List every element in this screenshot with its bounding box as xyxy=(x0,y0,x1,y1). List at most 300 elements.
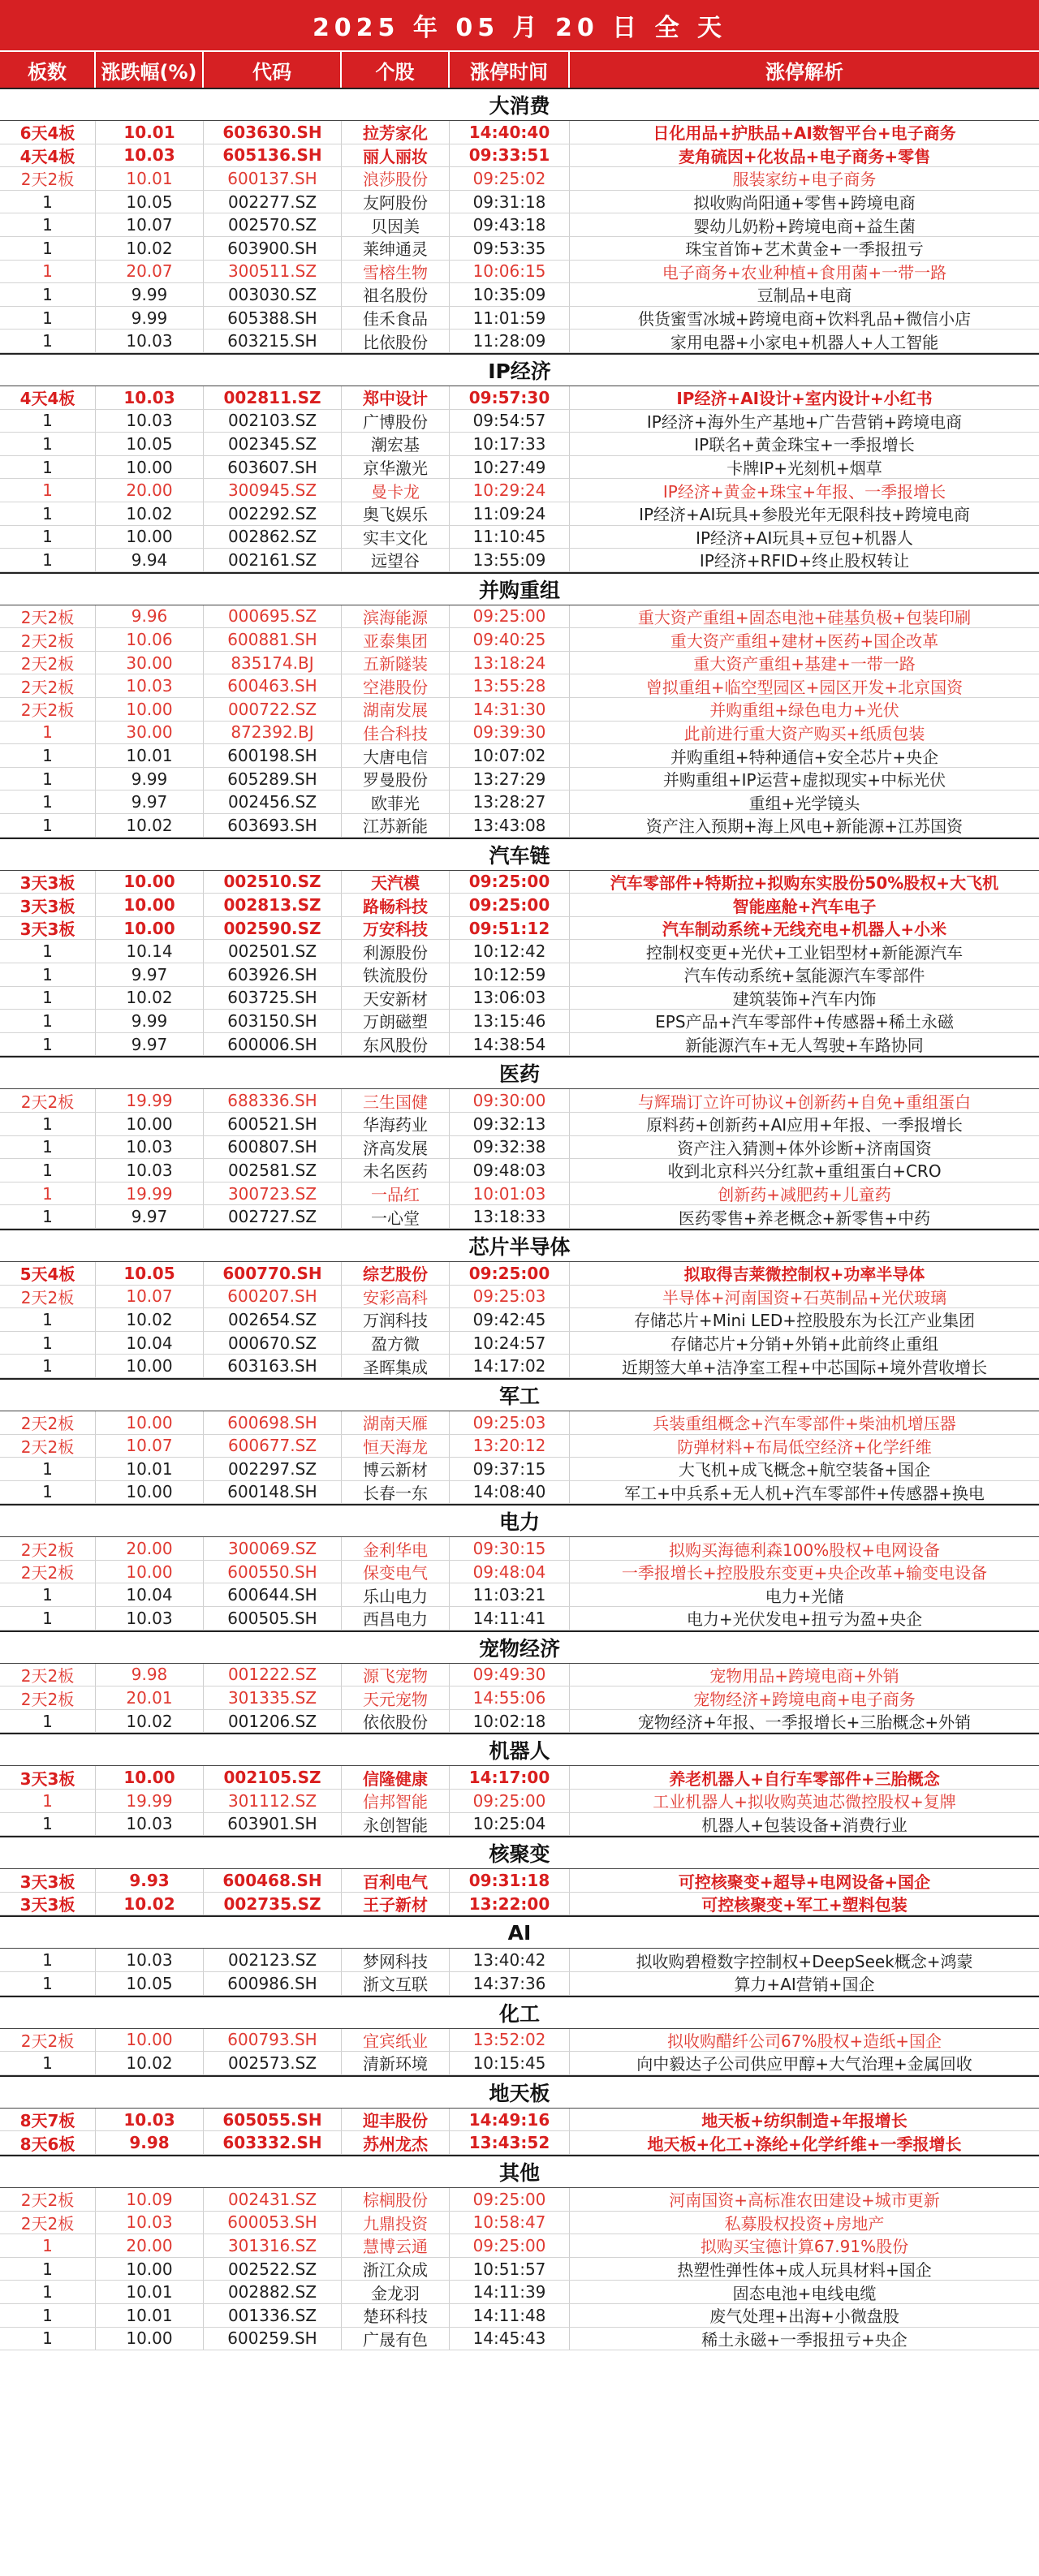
analysis-cell: 曾拟重组+临空型园区+园区开发+北京国资 xyxy=(645,677,964,697)
stock-name-cell: 五新隧装 xyxy=(342,652,450,674)
stock-name-cell: 丽人丽妆 xyxy=(342,144,450,167)
code-cell: 600468.SH xyxy=(204,1869,342,1892)
change-pct-cell: 20.00 xyxy=(96,1537,204,1560)
code-cell: 002570.SZ xyxy=(204,213,342,236)
stock-name-cell: 路畅科技 xyxy=(342,894,450,916)
code-cell: 600207.SH xyxy=(204,1286,342,1308)
table-row xyxy=(0,871,1039,894)
code-cell: 002811.SZ xyxy=(204,386,342,409)
stock-name-cell: 万润科技 xyxy=(342,1308,450,1331)
code-cell: 301335.SZ xyxy=(204,1686,342,1709)
section-header: 其他 xyxy=(0,2155,1039,2188)
limit-time-cell: 09:49:30 xyxy=(450,1664,570,1686)
analysis-cell: 麦角硫因+化妆品+电子商务+零售 xyxy=(678,146,931,166)
board-cell: 1 xyxy=(0,433,96,455)
analysis-cell: IP经济+AI玩具+豆包+机器人 xyxy=(696,528,913,548)
change-pct-cell: 10.05 xyxy=(96,1262,204,1285)
change-pct-cell: 10.03 xyxy=(96,1607,204,1630)
section-header: 医药 xyxy=(0,1056,1039,1089)
table-row xyxy=(0,1308,1039,1332)
change-pct-cell: 9.93 xyxy=(96,1869,204,1892)
board-cell: 3天3板 xyxy=(0,1766,96,1789)
analysis-cell: 私募股权投资+房地产 xyxy=(724,2213,885,2234)
analysis-cell: 珠宝首饰+艺术黄金+一季报扭亏 xyxy=(685,239,924,260)
board-cell: 1 xyxy=(0,1458,96,1480)
code-cell: 002590.SZ xyxy=(204,917,342,940)
limit-time-cell: 14:40:40 xyxy=(450,121,570,144)
change-pct-cell: 19.99 xyxy=(96,1790,204,1812)
table-row xyxy=(0,2029,1039,2053)
table-row xyxy=(0,1686,1039,1710)
board-cell: 2天2板 xyxy=(0,698,96,721)
code-cell: 605388.SH xyxy=(204,307,342,330)
board-cell: 1 xyxy=(0,283,96,306)
table-row xyxy=(0,744,1039,768)
change-pct-cell: 9.97 xyxy=(96,963,204,986)
change-pct-cell: 10.14 xyxy=(96,940,204,963)
stock-name-cell: 百利电气 xyxy=(342,1869,450,1892)
change-pct-cell: 10.02 xyxy=(96,1308,204,1331)
change-pct-cell: 20.00 xyxy=(96,2234,204,2257)
table-row xyxy=(0,1355,1039,1378)
change-pct-cell: 10.06 xyxy=(96,628,204,651)
table-row xyxy=(0,167,1039,191)
code-cell: 603926.SH xyxy=(204,963,342,986)
section-header: 并购重组 xyxy=(0,572,1039,605)
change-pct-cell: 9.94 xyxy=(96,549,204,571)
limit-time-cell: 13:27:29 xyxy=(450,768,570,790)
stock-name-cell: 源飞宠物 xyxy=(342,1664,450,1686)
limit-time-cell: 14:08:40 xyxy=(450,1481,570,1504)
change-pct-cell: 10.05 xyxy=(96,433,204,455)
section-header: 宠物经济 xyxy=(0,1630,1039,1664)
change-pct-cell: 10.00 xyxy=(96,1481,204,1504)
change-pct-cell: 9.99 xyxy=(96,307,204,330)
code-cell: 600807.SH xyxy=(204,1136,342,1159)
stock-name-cell: 郑中设计 xyxy=(342,386,450,409)
stock-name-cell: 未名医药 xyxy=(342,1159,450,1182)
table-row xyxy=(0,1033,1039,1057)
code-cell: 002105.SZ xyxy=(204,1766,342,1789)
change-pct-cell: 10.02 xyxy=(96,814,204,837)
analysis-cell: 服装家纺+电子商务 xyxy=(732,170,877,190)
table-row xyxy=(0,605,1039,629)
stock-name-cell: 大唐电信 xyxy=(342,744,450,767)
code-cell: 835174.BJ xyxy=(204,652,342,674)
change-pct-cell: 10.00 xyxy=(96,1561,204,1583)
table-row xyxy=(0,410,1039,433)
limit-time-cell: 14:17:02 xyxy=(450,1355,570,1377)
board-cell: 2天2板 xyxy=(0,1664,96,1686)
change-pct-cell: 10.04 xyxy=(96,1583,204,1606)
limit-time-cell: 09:30:15 xyxy=(450,1537,570,1560)
board-cell: 1 xyxy=(0,940,96,963)
change-pct-cell: 10.03 xyxy=(96,1136,204,1159)
table-row xyxy=(0,1664,1039,1687)
board-cell: 1 xyxy=(0,330,96,352)
analysis-cell: 可控核聚变+超导+电网设备+国企 xyxy=(678,1872,931,1892)
limit-time-cell: 10:12:59 xyxy=(450,963,570,986)
stock-name-cell: 滨海能源 xyxy=(342,605,450,628)
section-header: AI xyxy=(0,1915,1039,1949)
analysis-cell: 大飞机+成飞概念+航空装备+国企 xyxy=(678,1460,931,1480)
change-pct-cell: 30.00 xyxy=(96,652,204,674)
stock-name-cell: 东风股份 xyxy=(342,1033,450,1056)
table-row xyxy=(0,2131,1039,2155)
stock-name-cell: 长春一东 xyxy=(342,1481,450,1504)
limit-time-cell: 13:06:03 xyxy=(450,987,570,1010)
code-cell: 600644.SH xyxy=(204,1583,342,1606)
code-cell: 002103.SZ xyxy=(204,410,342,433)
code-cell: 600677.SZ xyxy=(204,1435,342,1458)
table-row xyxy=(0,768,1039,791)
header-board-count: 板数 xyxy=(0,52,96,88)
table-row xyxy=(0,121,1039,144)
board-cell: 1 xyxy=(0,261,96,283)
code-cell: 600698.SH xyxy=(204,1411,342,1434)
change-pct-cell: 10.00 xyxy=(96,894,204,916)
code-cell: 600881.SH xyxy=(204,628,342,651)
analysis-cell: 此前进行重大资产购买+纸质包装 xyxy=(683,723,925,743)
analysis-cell: 军工+中兵系+无人机+汽车零部件+传感器+换电 xyxy=(624,1483,985,1503)
table-row xyxy=(0,2304,1039,2328)
limit-time-cell: 09:57:30 xyxy=(450,386,570,409)
code-cell: 600137.SH xyxy=(204,167,342,190)
stock-name-cell: 信隆健康 xyxy=(342,1766,450,1789)
board-cell: 1 xyxy=(0,1113,96,1135)
code-cell: 600053.SH xyxy=(204,2212,342,2234)
analysis-cell: 供货蜜雪冰城+跨境电商+饮料乳品+微信小店 xyxy=(637,309,972,330)
stock-name-cell: 浙江众成 xyxy=(342,2258,450,2281)
code-cell: 002735.SZ xyxy=(204,1893,342,1915)
analysis-cell: 宠物经济+跨境电商+电子商务 xyxy=(693,1689,916,1709)
stock-name-cell: 综艺股份 xyxy=(342,1262,450,1285)
change-pct-cell: 10.03 xyxy=(96,2109,204,2131)
limit-time-cell: 13:22:00 xyxy=(450,1893,570,1915)
code-cell: 002862.SZ xyxy=(204,526,342,549)
limit-time-cell: 09:32:38 xyxy=(450,1136,570,1159)
code-cell: 603150.SH xyxy=(204,1010,342,1032)
table-row xyxy=(0,2328,1039,2351)
board-cell: 1 xyxy=(0,1332,96,1355)
change-pct-cell: 10.03 xyxy=(96,1949,204,1971)
table-row xyxy=(0,2281,1039,2304)
analysis-cell: 向中毅达子公司供应甲醇+大气治理+金属回收 xyxy=(636,2054,972,2074)
table-row xyxy=(0,1766,1039,1790)
code-cell: 603332.SH xyxy=(204,2131,342,2154)
board-cell: 1 xyxy=(0,2328,96,2350)
table-row xyxy=(0,1262,1039,1286)
table-row xyxy=(0,283,1039,307)
section-header: 机器人 xyxy=(0,1733,1039,1766)
limit-time-cell: 10:25:04 xyxy=(450,1813,570,1836)
stock-name-cell: 佳禾食品 xyxy=(342,307,450,330)
change-pct-cell: 10.05 xyxy=(96,191,204,213)
analysis-cell: 卡牌IP+光刻机+烟草 xyxy=(726,459,882,479)
change-pct-cell: 10.00 xyxy=(96,1766,204,1789)
change-pct-cell: 10.07 xyxy=(96,1286,204,1308)
table-row xyxy=(0,386,1039,410)
column-header-row xyxy=(0,52,1039,88)
analysis-cell: 拟收购尚阳通+零售+跨境电商 xyxy=(693,193,916,213)
stock-name-cell: 金利华电 xyxy=(342,1537,450,1560)
change-pct-cell: 10.00 xyxy=(96,456,204,479)
stock-name-cell: 信邦智能 xyxy=(342,1790,450,1812)
board-cell: 3天3板 xyxy=(0,1893,96,1915)
table-row xyxy=(0,652,1039,675)
analysis-cell: 拟取得吉莱微控制权+功率半导体 xyxy=(683,1264,925,1285)
stock-name-cell: 祖名股份 xyxy=(342,283,450,306)
code-cell: 603607.SH xyxy=(204,456,342,479)
code-cell: 600198.SH xyxy=(204,744,342,767)
limit-time-cell: 09:39:30 xyxy=(450,722,570,744)
code-cell: 002573.SZ xyxy=(204,2052,342,2074)
board-cell: 2天2板 xyxy=(0,1286,96,1308)
change-pct-cell: 10.03 xyxy=(96,386,204,409)
table-row xyxy=(0,1537,1039,1561)
table-row xyxy=(0,144,1039,168)
board-cell: 1 xyxy=(0,768,96,790)
limit-time-cell: 10:01:03 xyxy=(450,1182,570,1205)
table-row xyxy=(0,549,1039,572)
code-cell: 603215.SH xyxy=(204,330,342,352)
board-cell: 1 xyxy=(0,987,96,1010)
analysis-cell: 机器人+包装设备+消费行业 xyxy=(701,1815,908,1835)
analysis-cell: 存储芯片+Mini LED+控股股东为长江产业集团 xyxy=(633,1311,976,1331)
change-pct-cell: 9.99 xyxy=(96,768,204,790)
board-cell: 1 xyxy=(0,2258,96,2281)
code-cell: 000722.SZ xyxy=(204,698,342,721)
change-pct-cell: 10.07 xyxy=(96,1435,204,1458)
code-cell: 002654.SZ xyxy=(204,1308,342,1331)
table-row xyxy=(0,433,1039,456)
stock-name-cell: 莱绅通灵 xyxy=(342,237,450,260)
analysis-cell: IP经济+海外生产基地+广告营销+跨境电商 xyxy=(646,411,963,432)
analysis-cell: IP经济+AI设计+室内设计+小红书 xyxy=(676,389,933,409)
code-cell: 600793.SH xyxy=(204,2029,342,2052)
limit-time-cell: 13:55:28 xyxy=(450,674,570,697)
stock-name-cell: 拉芳家化 xyxy=(342,121,450,144)
board-cell: 1 xyxy=(0,1205,96,1228)
section-header: 核聚变 xyxy=(0,1836,1039,1869)
limit-time-cell: 09:31:18 xyxy=(450,191,570,213)
board-cell: 1 xyxy=(0,2281,96,2303)
analysis-cell: 重大资产重组+建材+医药+国企改革 xyxy=(670,631,939,651)
board-cell: 4天4板 xyxy=(0,144,96,167)
table-row xyxy=(0,1561,1039,1584)
limit-time-cell: 10:29:24 xyxy=(450,479,570,502)
board-cell: 1 xyxy=(0,456,96,479)
code-cell: 600986.SH xyxy=(204,1972,342,1995)
change-pct-cell: 10.00 xyxy=(96,526,204,549)
board-cell: 1 xyxy=(0,307,96,330)
limit-time-cell: 10:51:57 xyxy=(450,2258,570,2281)
analysis-cell: 地天板+化工+涤纶+化学纤维+一季报增长 xyxy=(647,2134,962,2154)
analysis-cell: 地天板+纺织制造+年报增长 xyxy=(701,2111,908,2131)
table-row xyxy=(0,963,1039,987)
board-cell: 1 xyxy=(0,1949,96,1971)
table-row xyxy=(0,698,1039,722)
board-cell: 1 xyxy=(0,1033,96,1056)
stock-name-cell: 友阿股份 xyxy=(342,191,450,213)
code-cell: 301112.SZ xyxy=(204,1790,342,1812)
limit-time-cell: 09:53:35 xyxy=(450,237,570,260)
code-cell: 002882.SZ xyxy=(204,2281,342,2303)
code-cell: 600550.SH xyxy=(204,1561,342,1583)
table-row xyxy=(0,2052,1039,2075)
limit-time-cell: 09:40:25 xyxy=(450,628,570,651)
limit-time-cell: 09:25:00 xyxy=(450,1790,570,1812)
change-pct-cell: 20.01 xyxy=(96,1686,204,1709)
analysis-cell: 宠物用品+跨境电商+外销 xyxy=(709,1665,899,1686)
board-cell: 1 xyxy=(0,479,96,502)
change-pct-cell: 10.00 xyxy=(96,871,204,894)
table-row xyxy=(0,526,1039,549)
board-cell: 1 xyxy=(0,2234,96,2257)
board-cell: 2天2板 xyxy=(0,167,96,190)
limit-time-cell: 09:43:18 xyxy=(450,213,570,236)
limit-time-cell: 13:18:33 xyxy=(450,1205,570,1228)
stock-name-cell: 西昌电力 xyxy=(342,1607,450,1630)
limit-time-cell: 10:02:18 xyxy=(450,1710,570,1733)
analysis-cell: IP经济+黄金+珠宝+年报、一季报增长 xyxy=(662,481,946,502)
table-row xyxy=(0,1949,1039,1972)
table-row xyxy=(0,456,1039,480)
limit-time-cell: 09:25:00 xyxy=(450,605,570,628)
header-stock-name: 个股 xyxy=(342,52,450,88)
board-cell: 1 xyxy=(0,790,96,813)
table-row xyxy=(0,1458,1039,1481)
limit-time-cell: 11:28:09 xyxy=(450,330,570,352)
code-cell: 603693.SH xyxy=(204,814,342,837)
table-row xyxy=(0,1113,1039,1136)
code-cell: 002522.SZ xyxy=(204,2258,342,2281)
change-pct-cell: 9.97 xyxy=(96,1033,204,1056)
analysis-cell: 固态电池+电线电缆 xyxy=(732,2283,877,2303)
change-pct-cell: 10.00 xyxy=(96,1411,204,1434)
analysis-cell: 拟购买海德利森100%股权+电网设备 xyxy=(669,1540,940,1560)
change-pct-cell: 10.01 xyxy=(96,744,204,767)
analysis-cell: 电力+光储 xyxy=(765,1586,844,1606)
sheet-title: 2025 年 05 月 20 日 全 天 xyxy=(0,0,1039,52)
code-cell: 002161.SZ xyxy=(204,549,342,571)
table-row xyxy=(0,1089,1039,1113)
limit-time-cell: 09:48:03 xyxy=(450,1159,570,1182)
analysis-cell: 一季报增长+控股股东变更+央企改革+输变电设备 xyxy=(621,1563,988,1583)
code-cell: 002277.SZ xyxy=(204,191,342,213)
stock-name-cell: 依依股份 xyxy=(342,1710,450,1733)
code-cell: 600006.SH xyxy=(204,1033,342,1056)
stock-name-cell: 湖南天雁 xyxy=(342,1411,450,1434)
change-pct-cell: 10.03 xyxy=(96,144,204,167)
code-cell: 002297.SZ xyxy=(204,1458,342,1480)
limit-time-cell: 13:43:08 xyxy=(450,814,570,837)
code-cell: 300945.SZ xyxy=(204,479,342,502)
stock-name-cell: 盈方微 xyxy=(342,1332,450,1355)
code-cell: 002813.SZ xyxy=(204,894,342,916)
stock-name-cell: 乐山电力 xyxy=(342,1583,450,1606)
board-cell: 1 xyxy=(0,237,96,260)
analysis-cell: 近期签大单+洁净室工程+中芯国际+境外营收增长 xyxy=(621,1357,988,1377)
limit-time-cell: 09:25:00 xyxy=(450,1262,570,1285)
stock-name-cell: 一品红 xyxy=(342,1182,450,1205)
change-pct-cell: 10.00 xyxy=(96,1113,204,1135)
table-row xyxy=(0,1332,1039,1355)
board-cell: 1 xyxy=(0,1972,96,1995)
table-row xyxy=(0,191,1039,214)
board-cell: 2天2板 xyxy=(0,652,96,674)
board-cell: 8天7板 xyxy=(0,2109,96,2131)
table-row xyxy=(0,479,1039,502)
board-cell: 1 xyxy=(0,1308,96,1331)
change-pct-cell: 20.07 xyxy=(96,261,204,283)
table-row xyxy=(0,1710,1039,1734)
change-pct-cell: 9.99 xyxy=(96,283,204,306)
table-body xyxy=(0,88,1039,2350)
change-pct-cell: 10.00 xyxy=(96,917,204,940)
table-row xyxy=(0,1790,1039,1813)
limit-time-cell: 10:07:02 xyxy=(450,744,570,767)
table-row xyxy=(0,1159,1039,1182)
stock-name-cell: 万安科技 xyxy=(342,917,450,940)
code-cell: 600521.SH xyxy=(204,1113,342,1135)
stock-name-cell: 九鼎投资 xyxy=(342,2212,450,2234)
board-cell: 1 xyxy=(0,1010,96,1032)
stock-name-cell: 京华激光 xyxy=(342,456,450,479)
code-cell: 600259.SH xyxy=(204,2328,342,2350)
stock-name-cell: 楚环科技 xyxy=(342,2304,450,2327)
change-pct-cell: 10.01 xyxy=(96,121,204,144)
stock-name-cell: 博云新材 xyxy=(342,1458,450,1480)
code-cell: 002292.SZ xyxy=(204,502,342,525)
limit-time-cell: 09:51:12 xyxy=(450,917,570,940)
change-pct-cell: 10.02 xyxy=(96,987,204,1010)
analysis-cell: 汽车制动系统+无线充电+机器人+小米 xyxy=(662,920,947,940)
board-cell: 1 xyxy=(0,744,96,767)
stock-name-cell: 罗曼股份 xyxy=(342,768,450,790)
limit-time-cell: 10:27:49 xyxy=(450,456,570,479)
analysis-cell: 宠物经济+年报、一季报增长+三胎概念+外销 xyxy=(637,1712,972,1733)
section-header: 芯片半导体 xyxy=(0,1229,1039,1262)
table-row xyxy=(0,917,1039,941)
limit-time-cell: 13:52:02 xyxy=(450,2029,570,2052)
limit-time-cell: 09:25:00 xyxy=(450,871,570,894)
change-pct-cell: 10.02 xyxy=(96,2052,204,2074)
table-row xyxy=(0,213,1039,237)
analysis-cell: IP经济+AI玩具+参股光年无限科技+跨境电商 xyxy=(639,505,970,525)
table-row xyxy=(0,894,1039,917)
header-limit-time: 涨停时间 xyxy=(450,52,570,88)
change-pct-cell: 10.03 xyxy=(96,1159,204,1182)
stock-name-cell: 万朗磁塑 xyxy=(342,1010,450,1032)
change-pct-cell: 10.01 xyxy=(96,2304,204,2327)
board-cell: 1 xyxy=(0,1583,96,1606)
stock-name-cell: 王子新材 xyxy=(342,1893,450,1915)
limit-time-cell: 14:55:06 xyxy=(450,1686,570,1709)
limit-time-cell: 09:25:03 xyxy=(450,1411,570,1434)
table-row xyxy=(0,628,1039,652)
table-row xyxy=(0,1182,1039,1206)
analysis-cell: 稀土永磁+一季报扭亏+央企 xyxy=(701,2329,908,2350)
board-cell: 3天3板 xyxy=(0,917,96,940)
board-cell: 2天2板 xyxy=(0,1686,96,1709)
limit-time-cell: 13:40:42 xyxy=(450,1949,570,1971)
stock-name-cell: 远望谷 xyxy=(342,549,450,571)
board-cell: 2天2板 xyxy=(0,674,96,697)
limit-time-cell: 14:11:39 xyxy=(450,2281,570,2303)
code-cell: 600463.SH xyxy=(204,674,342,697)
code-cell: 001206.SZ xyxy=(204,1710,342,1733)
